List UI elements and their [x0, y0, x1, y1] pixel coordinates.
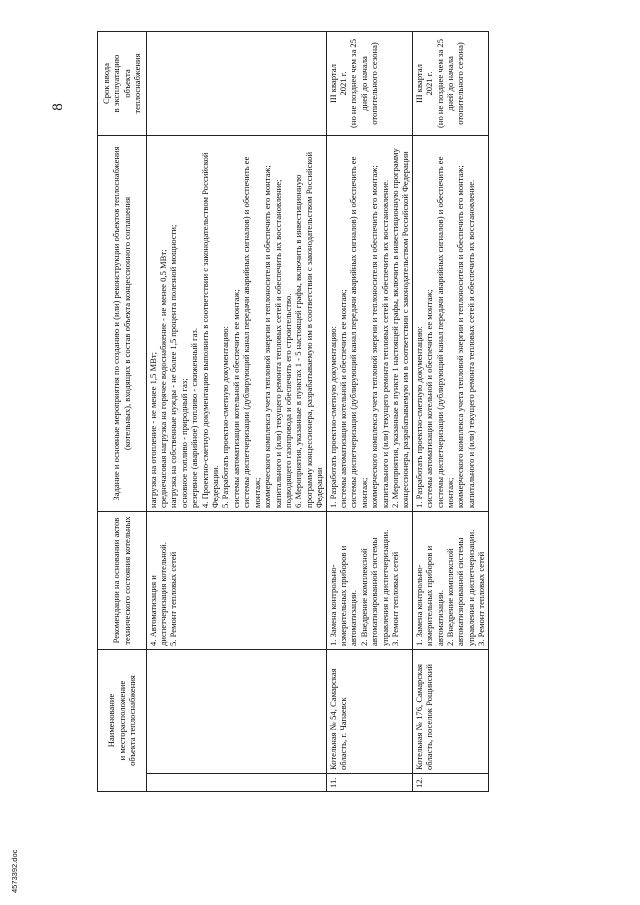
- recommendation-item: 3. Ремонт тепловых сетей: [476, 551, 487, 646]
- rotated-landscape-page: [35, 32, 605, 872]
- task-item: 6. Мероприятия, указанные в пунктах 1 - 5 настоящей графы, включить в инвестиционную программу концессионера, разрабатываемую им в соответствии с законодательством Российской Федерации: [293, 151, 325, 508]
- row-number: [146, 774, 326, 792]
- object-name: Котельная № 54, Самарская область, г. Чапаевск: [326, 650, 412, 774]
- row-number: 12.: [412, 774, 488, 792]
- table-header-row: [98, 32, 147, 792]
- recommendation-item: 2. Внедрение комплексной автоматизированной системы управления и диспетчеризации.: [445, 529, 476, 646]
- recommendations-cell: [412, 512, 488, 650]
- recommendation-item: 2. Внедрение комплексной автоматизированной системы управления и диспетчеризации.: [358, 529, 390, 646]
- task-item: системы автоматизации котельной и обеспечить ее монтаж;: [424, 289, 435, 508]
- commissioning-term: III квартал 2021 г. (но не позднее чем за 25 дней до начала отопительного сезона): [412, 32, 488, 136]
- table-row: [326, 32, 412, 792]
- header-object: Наименование и месторасположение объекта теплоснабжения: [98, 650, 147, 792]
- task-item: 4. Проектно-сметную документацию выполнить в соответствии с законодательством Российской Федерации.: [199, 152, 221, 508]
- task-cell: [412, 136, 488, 512]
- task-item: нагрузка на собственные нужды - не более 1,5 процента полезной мощности;: [168, 224, 179, 508]
- table-body: [146, 32, 488, 792]
- task-item: 1. Разработать проектно-сметную документацию:: [413, 326, 424, 508]
- recommendations-cell: [146, 512, 326, 650]
- task-cell: [146, 136, 326, 512]
- task-item: 5. Разработать проектно-сметную документацию:: [220, 326, 231, 508]
- commissioning-term: [146, 32, 326, 136]
- task-item: коммерческого комплекса учета тепловой энергии и теплоносителя и обеспечить его монтаж;: [455, 165, 466, 508]
- task-item: 2. Мероприятия, указанные в пункте 1 настоящей графы, включить в инвестиционную программу концессионера, разрабатываемую им в соответствии с законодательством Российской Федерации: [389, 148, 411, 508]
- footer-file-name: 4573392.doc: [10, 849, 19, 893]
- recommendation-item: 1. Замена контрольно-измерительных приборов и автоматизации.: [327, 545, 359, 646]
- recommendation-item: 3. Ремонт тепловых сетей: [389, 551, 400, 646]
- task-item: коммерческого комплекса учета тепловой энергии и теплоносителя и обеспечить его монтаж;: [369, 165, 380, 508]
- recommendation-item: 5. Ремонт тепловых сетей: [168, 551, 179, 646]
- task-item: капитального и (или) текущего ремонта тепловых сетей и обеспечить их восстановление.: [379, 179, 390, 508]
- task-item: системы диспетчеризации (дублирующий канал передачи аварийных сигналов) и обеспечить ее монтаж;: [434, 156, 455, 508]
- row-number: 11.: [326, 774, 412, 792]
- header-task: Задание и основные мероприятия по созданию и (или) реконструкции объектов теплоснабжения (котельных), входящих в состав объекта концессионного соглашения: [98, 136, 147, 512]
- task-item: резервное (аварийное) топливо - сжиженный газ.: [189, 328, 200, 508]
- object-name: [146, 650, 326, 774]
- commissioning-term: III квартал 2021 г. (но не позднее чем за 25 дней до начала отопительного сезона): [326, 32, 412, 136]
- task-item: системы диспетчеризации (дублирующий канал передачи аварийных сигналов) и обеспечить ее монтаж;: [348, 156, 369, 508]
- task-item: системы диспетчеризации (дублирующий канал передачи аварийных сигналов) и обеспечить ее монтаж;: [241, 156, 262, 508]
- task-item: капитального и (или) текущего ремонта тепловых сетей и обеспечить их восстановление;: [272, 179, 283, 508]
- table-row: [146, 32, 326, 792]
- task-item: нагрузка на отопление - не менее 1,5 МВт;: [147, 352, 158, 508]
- recommendations-cell: [326, 512, 412, 650]
- task-cell: [326, 136, 412, 512]
- concession-objects-table: [97, 31, 489, 792]
- task-item: капитального и (или) текущего ремонта тепловых сетей и обеспечить их восстановление.: [465, 179, 476, 508]
- task-item: основное топливо - природный газ;: [178, 378, 189, 508]
- task-item: среднечасовая нагрузка на горячее водоснабжение - не менее 0,5 МВт;: [158, 249, 169, 508]
- header-recommendations: Рекомендации на основании актов технического состояния котельных: [98, 512, 147, 650]
- task-item: 1. Разработать проектно-сметную документацию:: [327, 326, 338, 508]
- recommendation-item: 4. Автоматизация и диспетчеризация котельной.: [147, 542, 169, 646]
- task-item: системы автоматизации котельной и обеспечить ее монтаж;: [337, 289, 348, 508]
- object-name: Котельная № 176, Самарская область, поселок Рощинский: [412, 650, 488, 774]
- header-term: Срок ввода в эксплуатацию объекта теплоснабжения: [98, 32, 147, 136]
- table-row: [412, 32, 488, 792]
- task-item: системы автоматизации котельной и обеспечить ее монтаж;: [230, 289, 241, 508]
- task-item: подводящего газопровода и обеспечить его строительство.: [282, 293, 293, 508]
- page-number: 8: [50, 103, 66, 111]
- recommendation-item: 1. Замена контрольно-измерительных приборов и автоматизации.: [413, 545, 445, 646]
- task-item: коммерческого комплекса учета тепловой энергии и теплоносителя и обеспечить его монтаж;: [262, 165, 273, 508]
